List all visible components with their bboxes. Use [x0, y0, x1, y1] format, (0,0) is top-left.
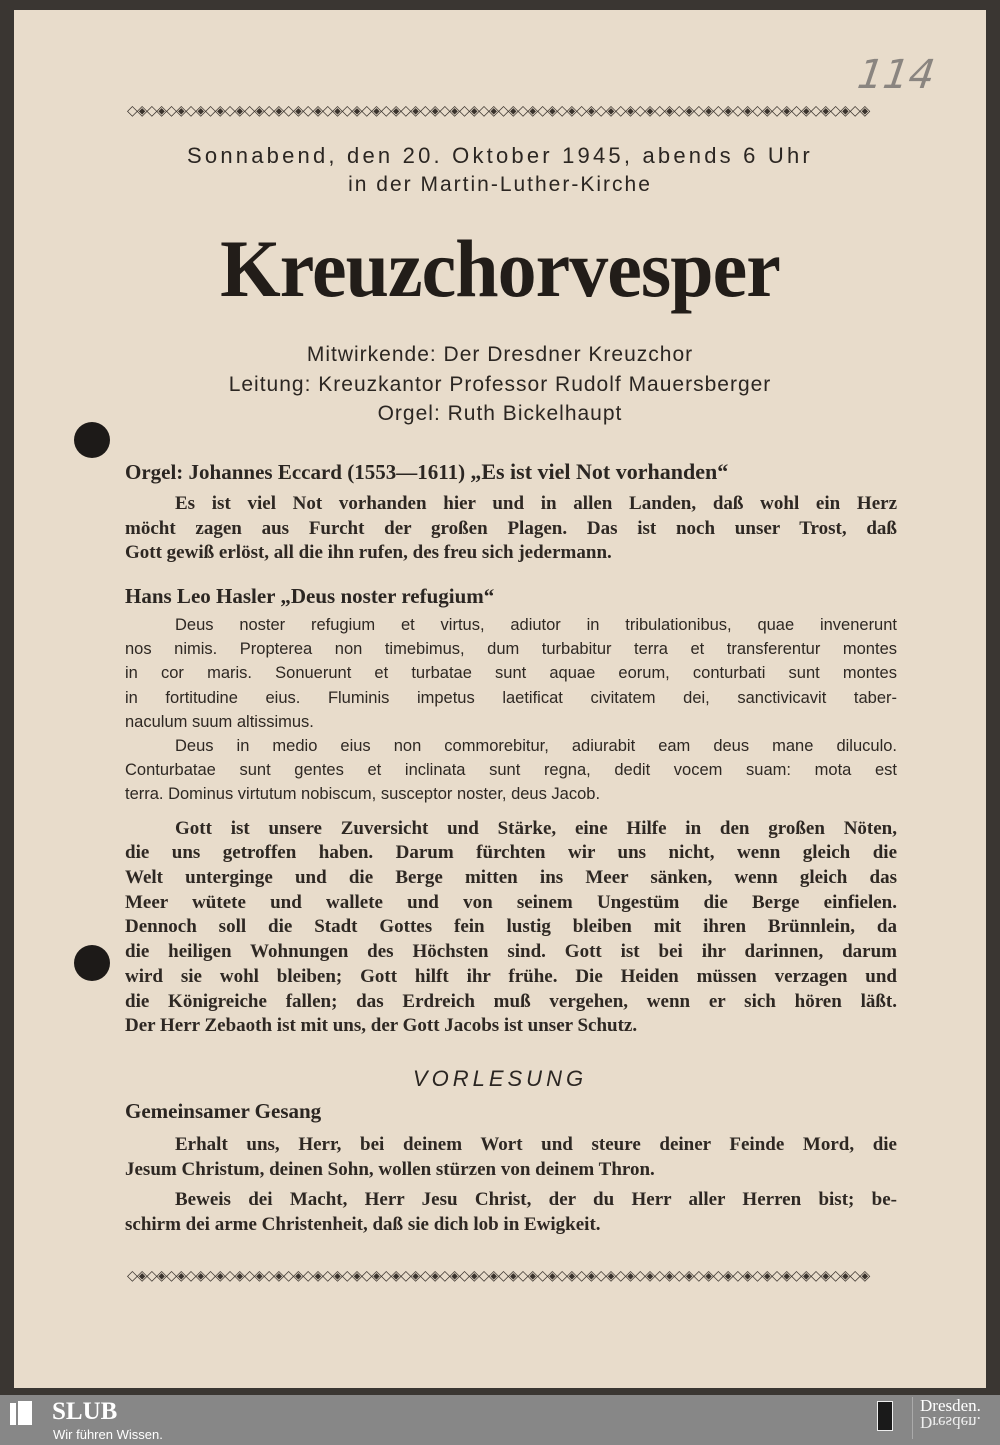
text-line: Deus noster refugium et virtus, adiutor in tribulationibus, quae invenerunt	[175, 616, 897, 634]
credit-direction: Leitung: Kreuzkantor Professor Rudolf Mauersberger	[228, 372, 772, 396]
page-title: Kreuzchorvesper	[220, 223, 780, 314]
credit-organ: Orgel: Ruth Bickelhaupt	[377, 402, 623, 425]
latin-text	[125, 613, 897, 807]
text-line: wird sie wohl bleiben; Gott hilft ihr frühe. Die Heiden müssen verzagen und	[125, 965, 897, 987]
section-hasler	[125, 582, 897, 1039]
place-line: in der Martin-Luther-Kirche	[348, 173, 652, 196]
dresden-logo-text: Dresden.	[920, 1396, 981, 1415]
text-line: schirm dei arme Christenheit, daß sie dich lob in Ewigkeit.	[125, 1214, 601, 1236]
dresden-coat-of-arms-icon	[877, 1401, 893, 1431]
composer: Hans Leo Hasler	[125, 584, 276, 608]
text-line: terra. Dominus virtutum nobiscum, susceptor noster, deus Jacob.	[125, 785, 601, 804]
text-line: Conturbatae sunt gentes et inclinata sunt regna, dedit vocem suam: mota est	[125, 761, 897, 780]
text-line: Meer wütete und wallete und von seinem Ungestüm die Berge einfielen.	[125, 891, 897, 913]
text-line: in cor maris. Sonuerunt et turbatae sunt aquae eorum, conturbati sunt montes	[125, 664, 897, 683]
credits	[0, 340, 1000, 429]
composer: Orgel: Johannes Eccard (1553—1611)	[125, 460, 466, 484]
section-heading	[125, 582, 897, 610]
lyrics	[125, 492, 897, 566]
text-line: in fortitudine eius. Fluminis impetus laetificat civitatem dei, sanctivicavit taber-	[125, 688, 897, 707]
reading-heading: VORLESUNG	[412, 1066, 588, 1091]
dresden-logo	[920, 1398, 981, 1430]
text-line: Deus in medio eius non commorebitur, adiurabit eam deus mane diluculo.	[175, 737, 897, 756]
text-line: Dennoch soll die Stadt Gottes fein lustig bleiben mit ihren Brünnlein, da	[125, 916, 897, 938]
punch-hole	[74, 422, 110, 458]
slub-logo: SLUB	[52, 1398, 118, 1425]
divider	[912, 1397, 913, 1439]
text-line: Es ist viel Not vorhanden hier und in allen Landen, daß wohl ein Herz	[175, 493, 897, 514]
text-line: Jesum Christum, deinen Sohn, wollen stürzen von deinem Thron.	[125, 1158, 655, 1180]
text-line: die Königreiche fallen; das Erdreich muß vergehen, wenn er sich hören läßt.	[125, 990, 897, 1012]
work-title: „Deus noster refugium“	[280, 584, 495, 608]
footer-bar	[0, 1395, 1000, 1445]
section-eccard	[125, 458, 897, 566]
text-line: möcht zagen aus Furcht der großen Plagen. Das ist noch unser Trost, daß	[125, 517, 897, 539]
punch-hole	[74, 945, 110, 981]
book-icon	[10, 1401, 32, 1425]
credit-performers: Mitwirkende: Der Dresdner Kreuzchor	[306, 343, 694, 366]
text-line: Beweis dei Macht, Herr Jesu Christ, der du Herr aller Herren bist; be-	[175, 1189, 897, 1211]
text-line: Der Herr Zebaoth ist mit uns, der Gott Jacobs ist unser Schutz.	[125, 1015, 638, 1037]
text-line: Gott ist unsere Zuversicht und Stärke, eine Hilfe in den großen Nöten,	[175, 817, 897, 839]
handwritten-page-number: 114	[854, 52, 938, 98]
section-hymn	[125, 1097, 897, 1238]
section-heading	[125, 458, 897, 486]
text-line: naculum suum altissimus.	[125, 712, 314, 731]
work-title: „Es ist viel Not vorhanden“	[470, 459, 729, 484]
german-text	[125, 817, 897, 1039]
text-line: Gott gewiß erlöst, all die ihn rufen, des freu sich jedermann.	[125, 542, 612, 564]
text-line: Erhalt uns, Herr, bei deinem Wort und steure deiner Feinde Mord, die	[175, 1134, 897, 1155]
text-line: die heiligen Wohnungen des Höchsten sind. Gott ist bei ihr darinnen, darum	[125, 941, 897, 963]
bottom-ornament-rule: ◇◈◇◈◇◈◇◈◇◈◇◈◇◈◇◈◇◈◇◈◇◈◇◈◇◈◇◈◇◈◇◈◇◈◇◈◇◈◇◈◇◈◇◈◇◈◇◈◇◈◇◈◇◈◇◈◇◈◇◈◇◈◇◈◇◈◇◈◇◈◇◈◇◈◇◈	[127, 1268, 870, 1282]
section-heading: Gemeinsamer Gesang	[125, 1099, 322, 1123]
text-line: nos nimis. Propterea non timebimus, dum turbabitur terra et transferentur montes	[125, 640, 897, 659]
top-ornament-rule: ◇◈◇◈◇◈◇◈◇◈◇◈◇◈◇◈◇◈◇◈◇◈◇◈◇◈◇◈◇◈◇◈◇◈◇◈◇◈◇◈◇◈◇◈◇◈◇◈◇◈◇◈◇◈◇◈◇◈◇◈◇◈◇◈◇◈◇◈◇◈◇◈◇◈◇◈	[127, 103, 870, 117]
date-line: Sonnabend, den 20. Oktober 1945, abends 6 Uhr	[187, 143, 813, 168]
text-line: Welt unterginge und die Berge mitten ins Meer sänken, wenn gleich das	[125, 867, 897, 889]
hymn-text	[125, 1133, 897, 1238]
dresden-logo-mirror: Dresden.	[920, 1413, 981, 1432]
tagline: Wir führen Wissen.	[53, 1427, 163, 1442]
text-line: die uns getroffen haben. Darum fürchten wir uns nicht, wenn gleich die	[125, 842, 897, 864]
